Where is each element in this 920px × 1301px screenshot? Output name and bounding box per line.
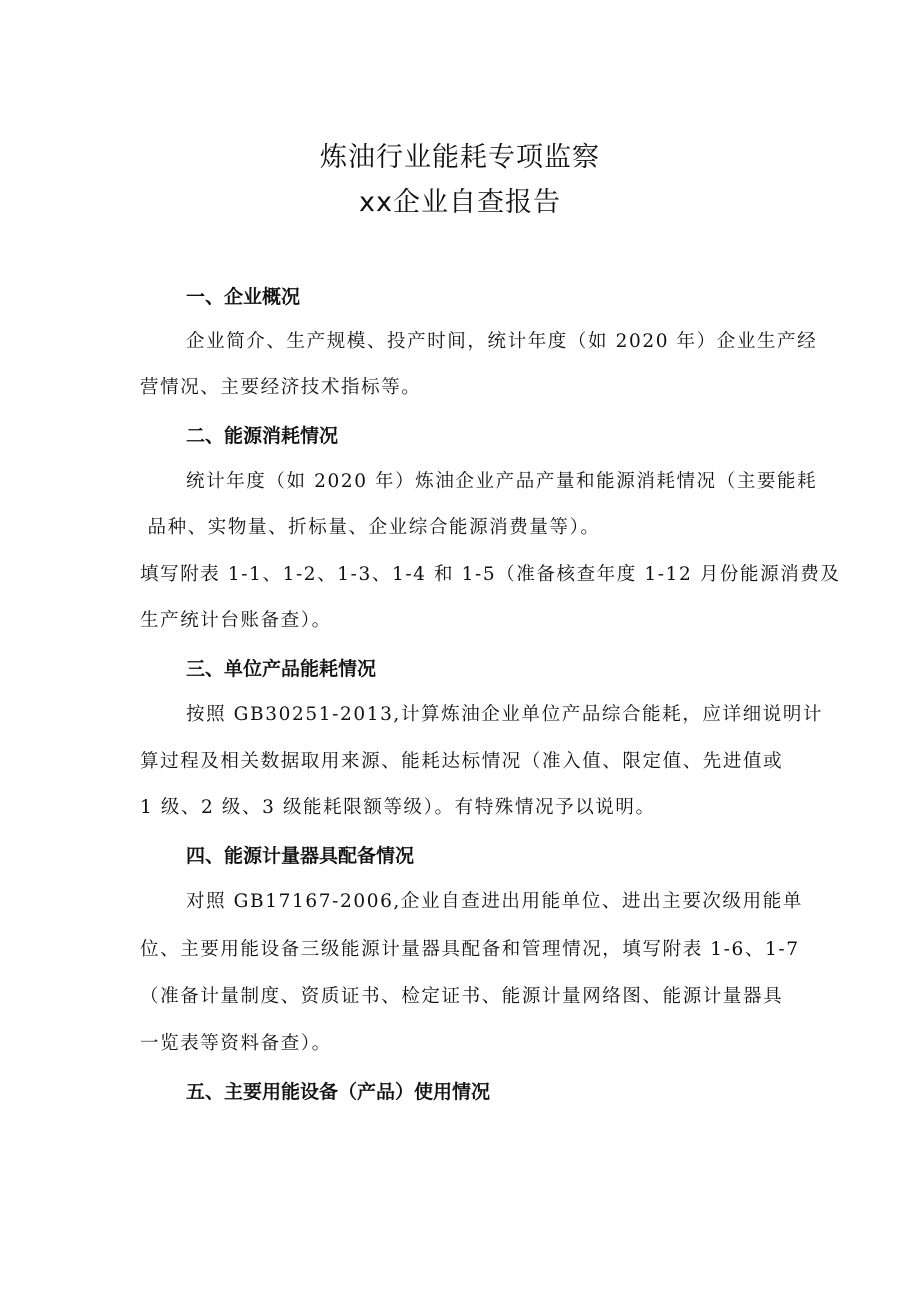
section-3-paragraph-line-3: 1 级、2 级、3 级能耗限额等级）。有特殊情况予以说明。 <box>140 797 656 818</box>
section-4-paragraph-line-1: 对照 GB17167-2006,企业自查进出用能单位、进出主要次级用能单 <box>186 891 803 912</box>
section-4-paragraph-line-2: 位、主要用能设备三级能源计量器具配备和管理情况，填写附表 1-6、1-7 <box>140 939 800 960</box>
section-4-paragraph-line-3: （准备计量制度、资质证书、检定证书、能源计量网络图、能源计量器具 <box>140 986 784 1007</box>
section-1-paragraph-line-2: 营情况、主要经济技术指标等。 <box>140 377 422 398</box>
section-4-paragraph-line-4: 一览表等资料备查）。 <box>140 1033 332 1054</box>
section-5-heading: 五、主要用能设备（产品）使用情况 <box>186 1081 491 1103</box>
section-3-paragraph-line-1: 按照 GB30251-2013,计算炼油企业单位产品综合能耗，应详细说明计 <box>186 704 824 725</box>
section-2-heading: 二、能源消耗情况 <box>186 425 339 447</box>
section-1-heading: 一、企业概况 <box>186 286 301 308</box>
section-1-paragraph-line-1: 企业简介、生产规模、投产时间，统计年度（如 2020 年）企业生产经 <box>186 331 818 352</box>
section-2-paragraph-line-1: 统计年度（如 2020 年）炼油企业产品产量和能源消耗情况（主要能耗 <box>186 471 818 492</box>
section-3-paragraph-line-2: 算过程及相关数据取用来源、能耗达标情况（准入值、限定值、先进值或 <box>140 751 784 772</box>
section-2-paragraph-line-2: 品种、实物量、折标量、企业综合能源消费量等）。 <box>140 517 601 538</box>
section-3-heading: 三、单位产品能耗情况 <box>186 658 377 680</box>
section-2-paragraph-line-4: 生产统计台账备查）。 <box>140 610 332 631</box>
section-2-paragraph-line-3: 填写附表 1-1、1-2、1-3、1-4 和 1-5（准备核查年度 1-12 月份能源消费及 <box>140 564 841 585</box>
document-title-line-2: xx企业自查报告 <box>359 187 561 218</box>
section-4-heading: 四、能源计量器具配备情况 <box>186 845 415 867</box>
document-title-line-1: 炼油行业能耗专项监察 <box>320 142 600 173</box>
